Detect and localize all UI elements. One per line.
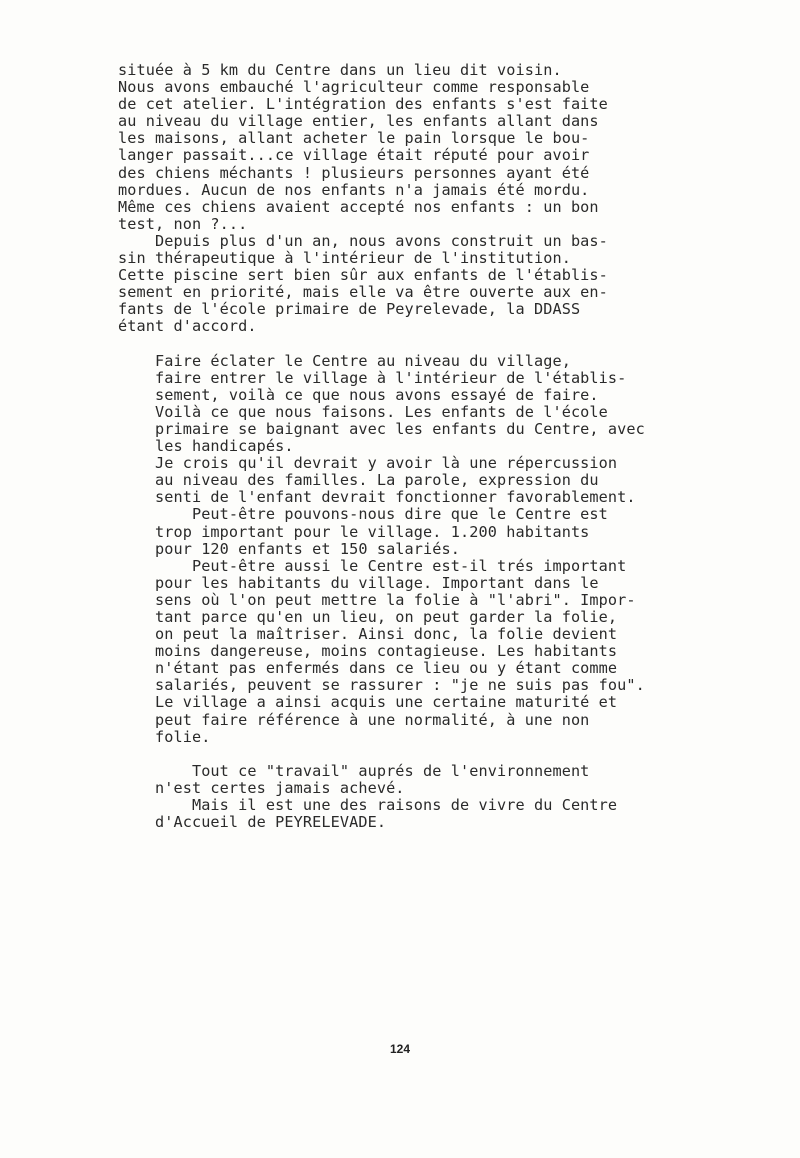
text-line: tant parce qu'en un lieu, on peut garder la folie,	[118, 608, 618, 626]
text-line: senti de l'enfant devrait fonctionner favorablement.	[118, 488, 636, 507]
text-line: située à 5 km du Centre dans un lieu dit voisin.	[118, 61, 562, 79]
text-line: Faire éclater le Centre au niveau du village,	[118, 351, 571, 370]
page-number: 124	[389, 1042, 411, 1056]
text-line: langer passait...ce village était réputé pour avoir	[118, 146, 590, 165]
text-line: les handicapés.	[118, 437, 294, 456]
text-line: Même ces chiens avaient accepté nos enfants : un bon	[118, 197, 599, 216]
text-line: pour 120 enfants et 150 salariés.	[118, 539, 461, 558]
text-line: étant d'accord.	[118, 317, 257, 336]
text-line: primaire se baignant avec les enfants du Centre, avec	[118, 419, 645, 438]
text-line: faire entrer le village à l'intérieur de l'établis-	[118, 368, 627, 387]
text-line: Peut-être pouvons-nous dire que le Centre est	[118, 505, 608, 524]
text-line: Mais il est une des raisons de vivre du Centre	[118, 796, 618, 815]
text-line: trop important pour le village. 1.200 habitants	[118, 522, 590, 541]
blank-line	[118, 746, 658, 763]
text-line: des chiens méchants ! plusieurs personnes ayant été	[118, 163, 590, 182]
text-line: les maisons, allant acheter le pain lorsque le bou-	[118, 129, 590, 148]
text-line: n'étant pas enfermés dans ce lieu ou y étant comme	[118, 659, 618, 678]
text-line: pour les habitants du village. Important dans le	[118, 573, 599, 592]
text-line: sens où l'on peut mettre la folie à "l'abri". Impor-	[118, 590, 636, 609]
blank-line	[118, 336, 658, 353]
text-line: fants de l'école primaire de Peyrelevade, la DDASS	[118, 300, 581, 319]
text-line: mordues. Aucun de nos enfants n'a jamais été mordu.	[118, 180, 590, 199]
text-line: Voilà ce que nous faisons. Les enfants de l'école	[118, 402, 608, 421]
text-line: sin thérapeutique à l'intérieur de l'institution.	[118, 249, 571, 268]
typed-text-block	[118, 62, 658, 831]
text-line: Cette piscine sert bien sûr aux enfants de l'établis-	[118, 266, 608, 285]
text-line: sement, voilà ce que nous avons essayé de faire.	[118, 385, 599, 404]
text-line: Tout ce "travail" auprés de l'environnement	[118, 761, 590, 780]
text-line: Peut-être aussi le Centre est-il trés important	[118, 556, 627, 575]
text-line: Je crois qu'il devrait y avoir là une répercussion	[118, 454, 618, 473]
text-line: Le village a ainsi acquis une certaine maturité et	[118, 693, 618, 712]
text-line: salariés, peuvent se rassurer : "je ne suis pas fou".	[118, 676, 645, 695]
text-line: au niveau des familles. La parole, expression du	[118, 471, 599, 490]
text-line: Depuis plus d'un an, nous avons construit un bas-	[118, 231, 608, 250]
text-line: moins dangereuse, moins contagieuse. Les habitants	[118, 642, 618, 661]
text-line: de cet atelier. L'intégration des enfants s'est faite	[118, 95, 608, 114]
text-line: d'Accueil de PEYRELEVADE.	[118, 813, 387, 832]
text-line: sement en priorité, mais elle va être ouverte aux en-	[118, 283, 608, 302]
text-line: n'est certes jamais achevé.	[118, 778, 405, 797]
text-line: au niveau du village entier, les enfants allant dans	[118, 112, 599, 131]
text-line: Nous avons embauché l'agriculteur comme responsable	[118, 78, 590, 97]
text-line: test, non ?...	[118, 214, 248, 233]
text-line: peut faire référence à une normalité, à une non	[118, 710, 590, 729]
text-line: folie.	[118, 727, 211, 746]
text-line: on peut la maîtriser. Ainsi donc, la folie devient	[118, 625, 618, 644]
